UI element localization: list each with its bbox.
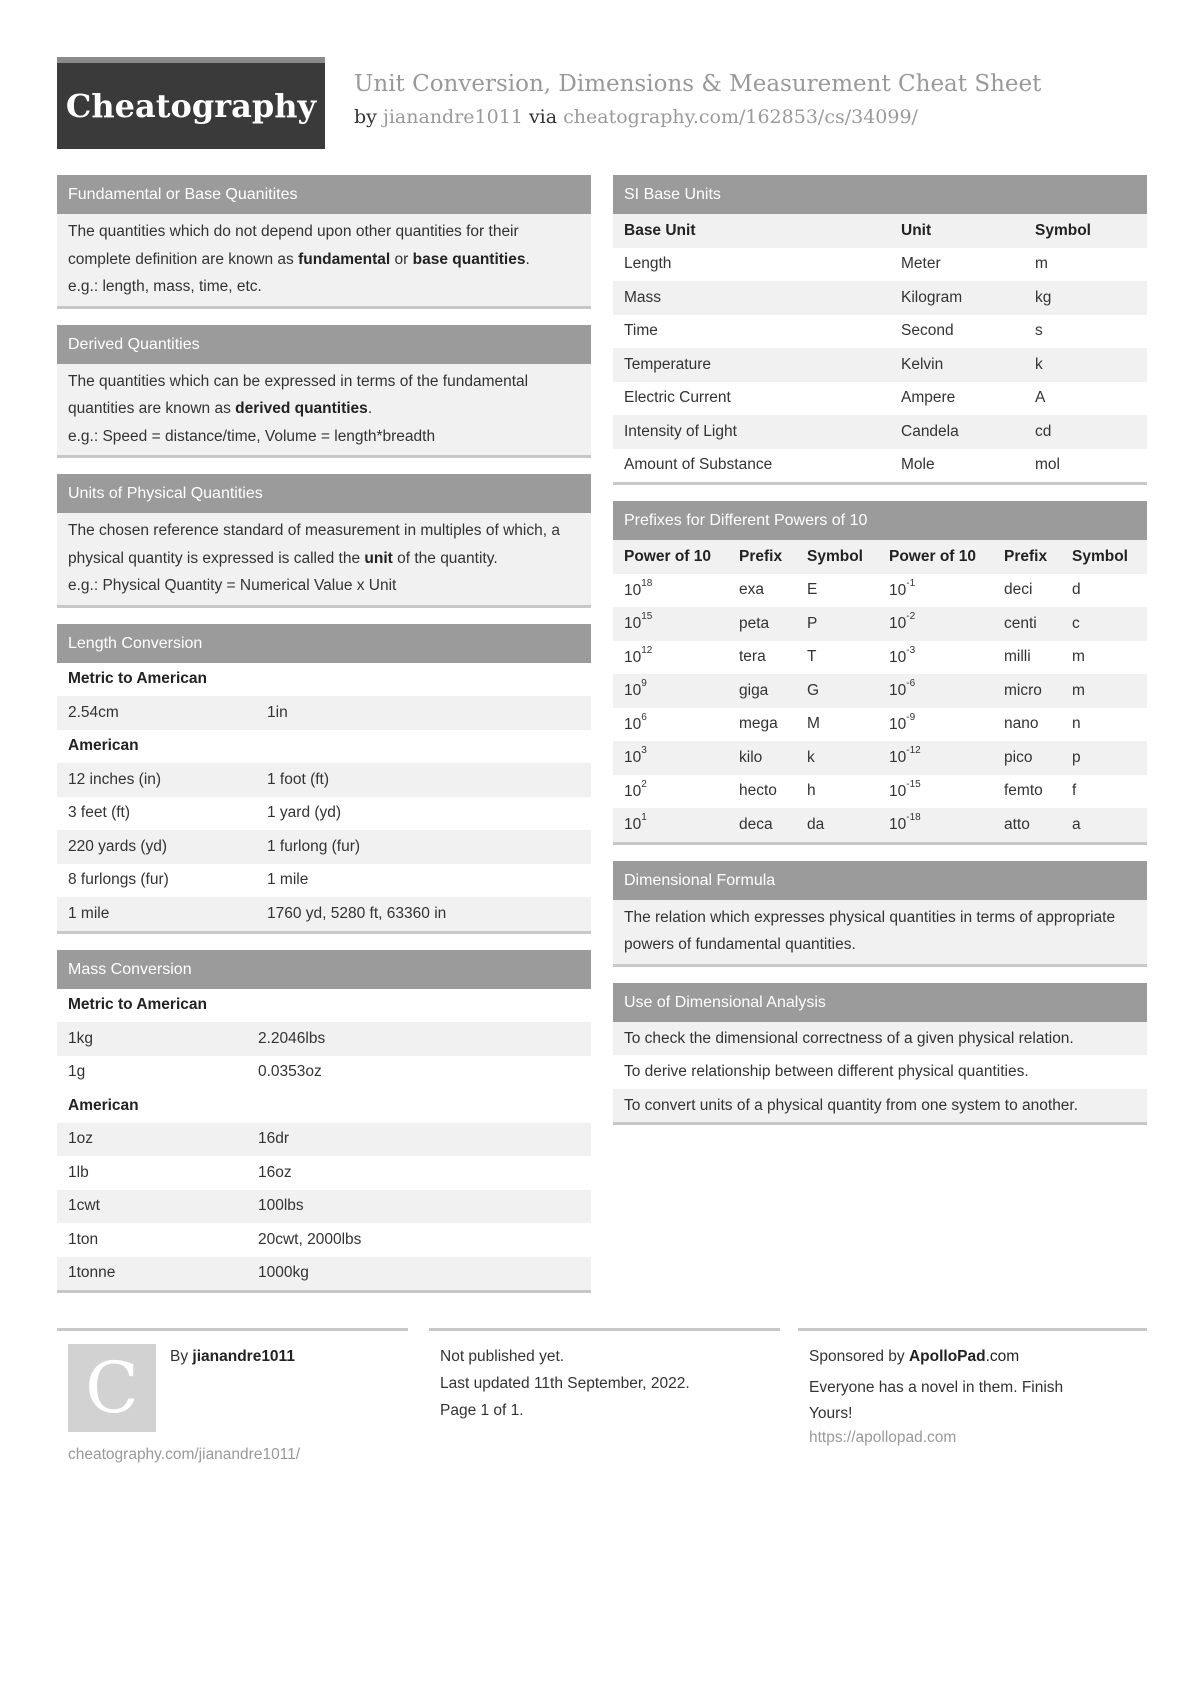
table-row <box>613 315 1147 349</box>
section-derived <box>57 325 591 459</box>
section-length <box>57 624 591 934</box>
cell: Length <box>624 255 672 273</box>
cell: Ampere <box>901 389 956 407</box>
cell: 100lbs <box>258 1197 304 1215</box>
table-row <box>57 897 591 931</box>
page-title: Unit Conversion, Dimensions & Measurement Cheat Sheet <box>354 71 1042 97</box>
cell: $10^9$ <box>624 678 647 700</box>
cell: $10^{-2}$ <box>889 611 916 633</box>
cell: 1in <box>267 703 288 721</box>
cell: nano <box>1004 715 1039 733</box>
column-header: Symbol <box>1035 221 1091 239</box>
cell: 1tonne <box>68 1264 116 1282</box>
cell: Mole <box>901 456 935 474</box>
column-header: Unit <box>901 221 932 239</box>
cell: $10^{-3}$ <box>889 644 916 666</box>
section-title: Mass Conversion <box>57 950 591 989</box>
example-text: e.g.: Speed = distance/time, Volume = length*breadth <box>68 427 436 445</box>
cell: $10^6$ <box>624 711 647 733</box>
footer-status <box>429 1328 780 1451</box>
cell: f <box>1072 782 1077 800</box>
table-row <box>613 281 1147 315</box>
example-text: e.g.: Physical Quantity = Numerical Value x Unit <box>68 577 397 594</box>
cell: h <box>807 782 816 800</box>
table-header <box>613 540 1147 574</box>
cell: mega <box>739 715 778 733</box>
cell: Kelvin <box>901 355 944 373</box>
cell: Candela <box>901 422 959 440</box>
column-header: Prefix <box>1004 547 1048 565</box>
cell: $10^2$ <box>624 778 647 800</box>
table-row <box>613 808 1147 842</box>
page-header <box>57 57 1147 149</box>
cell: $10^1$ <box>624 812 647 834</box>
cell: pico <box>1004 748 1033 766</box>
author-link[interactable]: jianandre1011 <box>382 106 523 128</box>
column-header: Power of 10 <box>624 547 711 565</box>
prefix-table <box>613 540 1147 842</box>
cell: d <box>1072 581 1081 599</box>
cell: $10^{-1}$ <box>889 577 916 599</box>
cell: E <box>807 581 818 599</box>
published-status: Not published yet. <box>440 1348 565 1365</box>
section-title: Dimensional Formula <box>613 861 1147 900</box>
cell: 8 furlongs (fur) <box>68 871 169 889</box>
table-row <box>57 696 591 730</box>
cell: 1 mile <box>68 904 110 922</box>
table-row <box>57 1156 591 1190</box>
cell: Mass <box>624 288 662 306</box>
last-updated: Last updated 11th September, 2022. <box>440 1375 690 1392</box>
si-table <box>613 214 1147 482</box>
table-row <box>613 708 1147 742</box>
text-part: or <box>390 250 413 268</box>
table-row <box>613 382 1147 416</box>
section-fundamental <box>57 175 591 309</box>
bold-term: fundamental <box>298 250 391 268</box>
section-title: Length Conversion <box>57 624 591 663</box>
byline-by: by <box>354 106 377 128</box>
section-title: Fundamental or Base Quanitites <box>57 175 591 214</box>
bold-term: derived quantities <box>235 400 368 417</box>
cell: Electric Current <box>624 389 731 407</box>
mass-table <box>57 989 591 1291</box>
cell: G <box>807 681 820 699</box>
subheader-label: American <box>68 737 139 755</box>
cell: Intensity of Light <box>624 422 737 440</box>
section-title: Use of Dimensional Analysis <box>613 983 1147 1022</box>
table-row <box>613 449 1147 483</box>
cell: 16oz <box>258 1163 292 1181</box>
sponsor-name[interactable]: ApolloPad <box>908 1348 986 1365</box>
sponsor-link[interactable]: https://apollopad.com <box>809 1429 957 1446</box>
section-text <box>57 513 591 605</box>
cell: k <box>1035 355 1043 373</box>
cell: $10^{-9}$ <box>889 711 916 733</box>
cell: 3 feet (ft) <box>68 804 131 822</box>
table-row <box>57 797 591 831</box>
cell: 1760 yd, 5280 ft, 63360 in <box>267 904 447 922</box>
cell: c <box>1072 614 1080 632</box>
cell: k <box>807 748 815 766</box>
cell: 1000kg <box>258 1264 309 1282</box>
cell: P <box>807 614 818 632</box>
cell: 1 furlong (fur) <box>267 837 361 855</box>
cell: $10^{-6}$ <box>889 678 916 700</box>
text-part: The quantities which do not depend upon other quantities for their complete definition are known as <box>68 223 519 268</box>
sponsor-suffix: .com <box>985 1348 1020 1365</box>
section-text: The relation which expresses physical quantities in terms of appropriate powers of fundamental quantities. <box>613 900 1147 964</box>
cell: Time <box>624 322 658 340</box>
footer-author <box>57 1328 408 1463</box>
table-row <box>57 1123 591 1157</box>
profile-link[interactable]: cheatography.com/jianandre1011/ <box>68 1446 301 1463</box>
table-subheader <box>57 1089 591 1123</box>
table-row <box>57 864 591 898</box>
left-column <box>57 175 591 1309</box>
cell: deca <box>739 815 773 833</box>
cell: atto <box>1004 815 1030 833</box>
table-row <box>57 1223 591 1257</box>
cell: deci <box>1004 581 1033 599</box>
sponsor-line <box>809 1348 1019 1366</box>
cell: 16dr <box>258 1130 290 1148</box>
bold-term: base quantities <box>412 250 526 268</box>
table-row <box>57 830 591 864</box>
cell: $10^{18}$ <box>624 577 653 599</box>
column-header: Symbol <box>807 547 863 565</box>
cell: 1ton <box>68 1230 99 1248</box>
cell: 0.0353oz <box>258 1063 322 1081</box>
section-dimensional-analysis <box>613 983 1147 1126</box>
column-header: Symbol <box>1072 547 1128 565</box>
list-item: To derive relationship between different physical quantities. <box>624 1063 1029 1080</box>
cell: mol <box>1035 456 1060 474</box>
cell: n <box>1072 715 1081 733</box>
cell: 1lb <box>68 1163 89 1181</box>
section-title: Derived Quantities <box>57 325 591 364</box>
cell: A <box>1035 389 1046 407</box>
cell: m <box>1035 255 1048 273</box>
table-row <box>57 763 591 797</box>
section-title: Units of Physical Quantities <box>57 474 591 513</box>
byline <box>354 106 918 128</box>
cell: 1 yard (yd) <box>267 804 342 822</box>
author-name[interactable]: jianandre1011 <box>192 1348 295 1365</box>
avatar[interactable]: C <box>68 1344 156 1432</box>
cell: a <box>1072 815 1081 833</box>
cell: 12 inches (in) <box>68 770 162 788</box>
cell: hecto <box>739 782 777 800</box>
table-row <box>613 741 1147 775</box>
cell: $10^{-18}$ <box>889 812 921 834</box>
table-row <box>613 641 1147 675</box>
cell: 1oz <box>68 1130 93 1148</box>
footer-byline <box>170 1348 295 1366</box>
text-part: The chosen reference standard of measurement in multiples of which, a physical quantity is expressed is called the <box>68 522 560 567</box>
text-part: The quantities which can be expressed in terms of the fundamental quantities are known as <box>68 372 529 417</box>
section-title: Prefixes for Different Powers of 10 <box>613 501 1147 540</box>
cell: 1cwt <box>68 1197 100 1215</box>
table-header <box>613 214 1147 248</box>
cell: femto <box>1004 782 1043 800</box>
cell: T <box>807 648 817 666</box>
section-text <box>57 364 591 456</box>
cell: $10^{-12}$ <box>889 745 921 767</box>
cell: Kilogram <box>901 288 963 306</box>
column-header: Power of 10 <box>889 547 976 565</box>
cell: da <box>807 815 825 833</box>
cell: $10^{12}$ <box>624 644 653 666</box>
cell: cd <box>1035 422 1052 440</box>
byline-via: via <box>528 106 558 128</box>
cheatography-logo[interactable]: Cheatography <box>57 57 325 149</box>
cell: $10^3$ <box>624 745 647 767</box>
column-header: Base Unit <box>624 221 696 239</box>
cell: tera <box>739 648 766 666</box>
cell: $10^{15}$ <box>624 611 653 633</box>
cell: peta <box>739 614 770 632</box>
page-footer <box>57 1328 1147 1463</box>
cell: micro <box>1004 681 1042 699</box>
length-table <box>57 663 591 931</box>
section-si-units <box>613 175 1147 485</box>
table-row <box>613 674 1147 708</box>
section-prefixes <box>613 501 1147 845</box>
table-row <box>57 1056 591 1090</box>
cell: 2.54cm <box>68 703 119 721</box>
text-part: of the quantity. <box>392 549 498 567</box>
sponsor-text: Everyone has a novel in them. Finish Yours! <box>809 1379 1064 1422</box>
cell: milli <box>1004 648 1031 666</box>
section-units <box>57 474 591 608</box>
list-item: To convert units of a physical quantity from one system to another. <box>613 1089 1147 1123</box>
subheader-label: Metric to American <box>68 670 207 688</box>
cell: Second <box>901 322 954 340</box>
cell: 20cwt, 2000lbs <box>258 1230 362 1248</box>
table-row <box>613 415 1147 449</box>
text-part: . <box>367 400 373 417</box>
cell: kg <box>1035 288 1052 306</box>
cell: s <box>1035 322 1043 340</box>
cell: centi <box>1004 614 1037 632</box>
cell: $10^{-15}$ <box>889 778 921 800</box>
section-text <box>57 214 591 306</box>
analysis-list <box>613 1022 1147 1123</box>
section-dimensional-formula <box>613 861 1147 967</box>
column-header: Prefix <box>739 547 783 565</box>
cell: p <box>1072 748 1081 766</box>
by-label: By <box>170 1348 189 1365</box>
table-subheader <box>57 663 591 697</box>
table-row <box>613 607 1147 641</box>
cell: 220 yards (yd) <box>68 837 168 855</box>
text-part: . <box>525 250 530 268</box>
page-number: Page 1 of 1. <box>440 1402 524 1419</box>
sponsor-prefix: Sponsored by <box>809 1348 909 1365</box>
right-column <box>613 175 1147 1141</box>
sheet-url-link[interactable]: cheatography.com/162853/cs/34099/ <box>563 106 918 128</box>
cell: m <box>1072 648 1085 666</box>
cell: 1kg <box>68 1029 93 1047</box>
cell: Meter <box>901 255 941 273</box>
table-row <box>57 1022 591 1056</box>
cell: Temperature <box>624 355 712 373</box>
cell: 1 mile <box>267 871 309 889</box>
subheader-label: Metric to American <box>68 996 207 1014</box>
cell: Amount of Substance <box>624 456 773 474</box>
cell: M <box>807 715 820 733</box>
bold-term: unit <box>364 549 393 567</box>
table-row <box>613 574 1147 608</box>
table-subheader <box>57 989 591 1023</box>
cell: kilo <box>739 748 763 766</box>
list-item: To check the dimensional correctness of a given physical relation. <box>613 1022 1147 1056</box>
cell: 1g <box>68 1063 86 1081</box>
cell: exa <box>739 581 764 599</box>
table-row <box>613 248 1147 282</box>
example-text: e.g.: length, mass, time, etc. <box>68 278 262 295</box>
section-title: SI Base Units <box>613 175 1147 214</box>
table-row <box>613 775 1147 809</box>
cell: giga <box>739 681 769 699</box>
cell: 2.2046lbs <box>258 1029 326 1047</box>
section-mass <box>57 950 591 1294</box>
cell: 1 foot (ft) <box>267 770 330 788</box>
table-row <box>613 348 1147 382</box>
table-row <box>57 1257 591 1291</box>
subheader-label: American <box>68 1096 139 1114</box>
table-row <box>57 1190 591 1224</box>
table-subheader <box>57 730 591 764</box>
footer-sponsor <box>798 1328 1147 1451</box>
cell: m <box>1072 681 1085 699</box>
